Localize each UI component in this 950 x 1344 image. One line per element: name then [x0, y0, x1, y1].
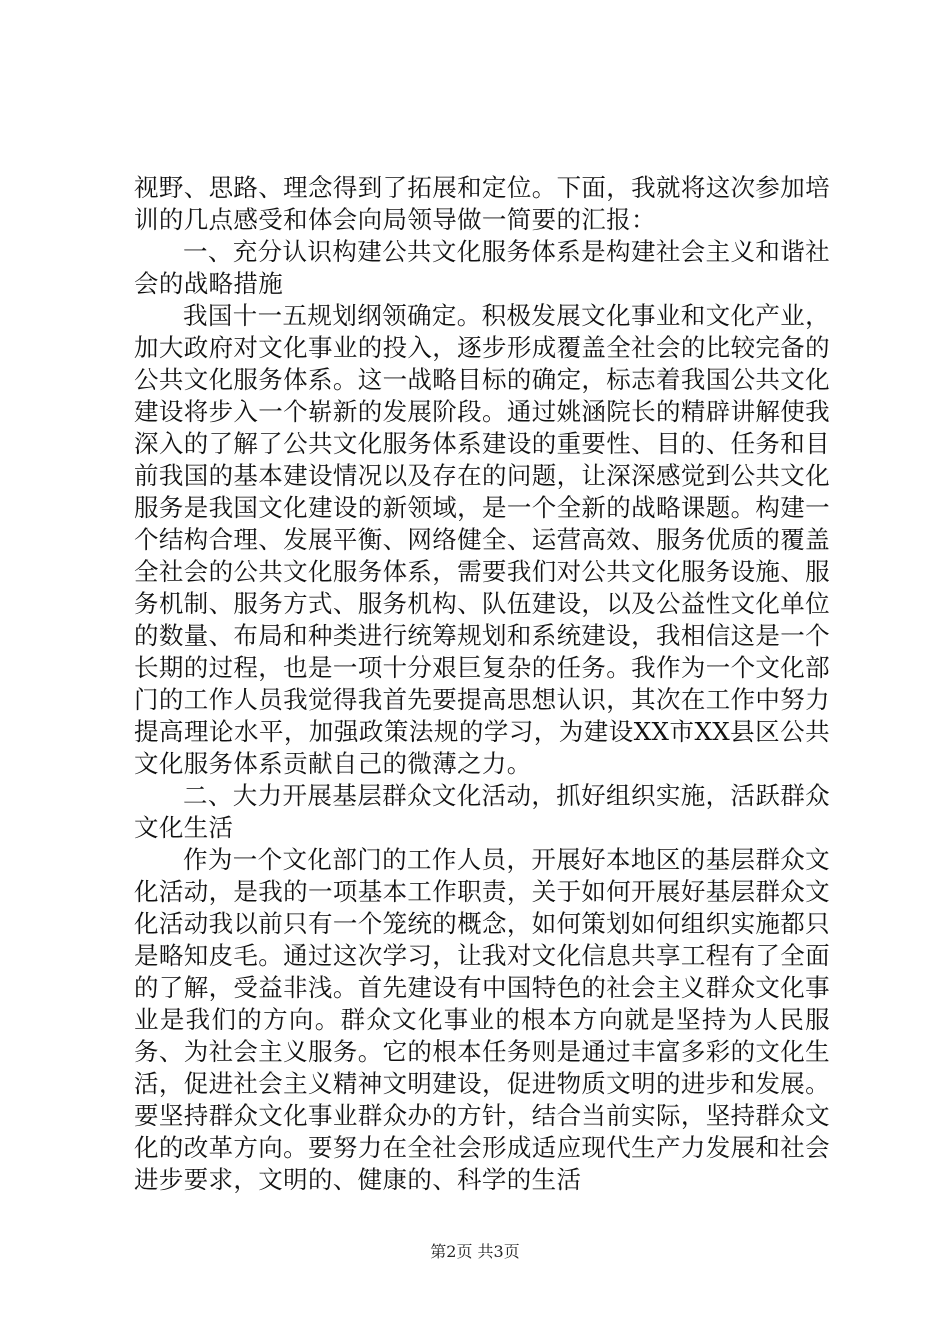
page-number-footer: 第2页 共3页 [430, 1242, 520, 1261]
paragraph-section-1: 我国十一五规划纲领确定。积极发展文化事业和文化产业，加大政府对文化事业的投入，逐步形成覆盖全社会的比较完备的公共文化服务体系。这一战略目标的确定，标志着我国公共文化建设将步入一个崭新的发展阶段。通过姚涵院长的精辟讲解使我深入的了解了公共文化服务体系建设的重要性、目的、任务和目前我国的基本建设情况以及存在的问题，让深深感觉到公共文化服务是我国文化建设的新领域，是一个全新的战略课题。构建一个结构合理、发展平衡、网络健全、运营高效、服务优质的覆盖全社会的公共文化服务体系，需要我们对公共文化服务设施、服务机制、服务方式、服务机构、队伍建设，以及公益性文化单位的数量、布局和种类进行统筹规划和系统建设，我相信这是一个长期的过程，也是一项十分艰巨复杂的任务。我作为一个文化部门的工作人员我觉得我首先要提高思想认识，其次在工作中努力提高理论水平，加强政策法规的学习，为建设XX市XX县区公共文化服务体系贡献自己的微薄之力。 [134, 301, 830, 778]
section-heading-2: 二、大力开展基层群众文化活动，抓好组织实施，活跃群众文化生活 [134, 781, 830, 842]
paragraph-section-2: 作为一个文化部门的工作人员，开展好本地区的基层群众文化活动，是我的一项基本工作职责，关于如何开展好基层群众文化活动我以前只有一个笼统的概念，如何策划如何组织实施都只是略知皮毛。通过这次学习，让我对文化信息共享工程有了全面的了解，受益非浅。首先建设有中国特色的社会主义群众文化事业是我们的方向。群众文化事业的根本方向就是坚持为人民服务、为社会主义服务。它的根本任务则是通过丰富多彩的文化生活，促进社会主义精神文明建设，促进物质文明的进步和发展。要坚持群众文化事业群众办的方针，结合当前实际，坚持群众文化的改革方向。要努力在全社会形成适应现代生产力发展和社会进步要求，文明的、健康的、科学的生活 [134, 845, 830, 1194]
document-body [134, 172, 830, 1196]
section-heading-1: 一、充分认识构建公共文化服务体系是构建社会主义和谐社会的战略措施 [134, 237, 830, 298]
paragraph-continuation: 视野、思路、理念得到了拓展和定位。下面，我就将这次参加培训的几点感受和体会向局领导做一简要的汇报： [134, 173, 830, 234]
